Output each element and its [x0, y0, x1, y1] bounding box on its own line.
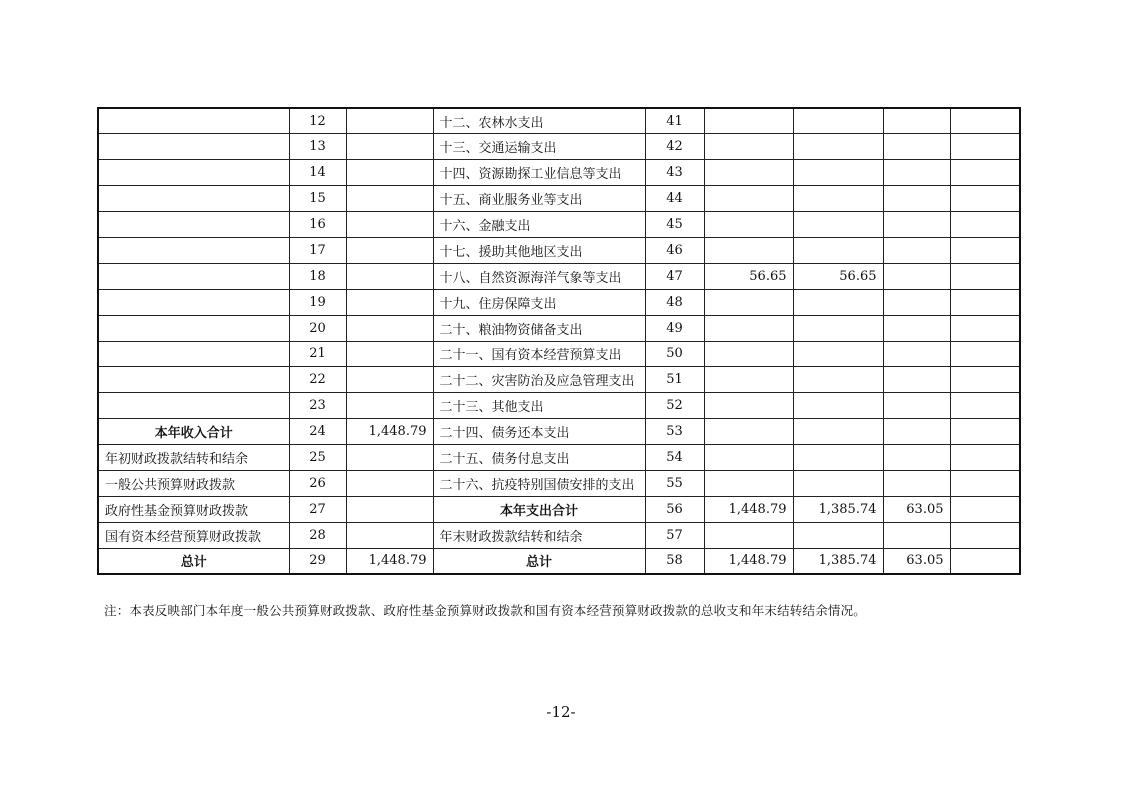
income-line-number-cell: 12	[289, 108, 346, 134]
general-budget-cell: 1,385.74	[793, 548, 883, 574]
income-line-number-cell: 13	[289, 134, 346, 160]
table-row	[98, 134, 1020, 160]
expense-item-cell: 二十六、抗疫特别国债安排的支出	[433, 470, 645, 496]
gov-fund-cell	[883, 134, 950, 160]
income-amount-cell	[346, 212, 433, 238]
state-capital-cell	[950, 212, 1020, 238]
state-capital-cell	[950, 470, 1020, 496]
general-budget-cell: 1,385.74	[793, 496, 883, 522]
income-amount-cell	[346, 186, 433, 212]
expense-line-number-cell: 57	[645, 522, 704, 548]
income-line-number-cell: 16	[289, 212, 346, 238]
state-capital-cell	[950, 496, 1020, 522]
gov-fund-cell: 63.05	[883, 548, 950, 574]
gov-fund-cell	[883, 419, 950, 445]
income-item-cell	[98, 289, 289, 315]
general-budget-cell	[793, 186, 883, 212]
expense-total-cell	[704, 212, 793, 238]
table-row	[98, 445, 1020, 471]
general-budget-cell	[793, 134, 883, 160]
state-capital-cell	[950, 393, 1020, 419]
gov-fund-cell	[883, 470, 950, 496]
expense-line-number-cell: 48	[645, 289, 704, 315]
expense-line-number-cell: 47	[645, 263, 704, 289]
state-capital-cell	[950, 186, 1020, 212]
expense-total-cell	[704, 445, 793, 471]
general-budget-cell	[793, 237, 883, 263]
income-item-cell: 国有资本经营预算财政拨款	[98, 522, 289, 548]
income-item-cell	[98, 108, 289, 134]
table-row	[98, 237, 1020, 263]
expense-line-number-cell: 42	[645, 134, 704, 160]
gov-fund-cell	[883, 108, 950, 134]
general-budget-cell	[793, 212, 883, 238]
table-row	[98, 263, 1020, 289]
general-budget-cell	[793, 289, 883, 315]
expense-line-number-cell: 50	[645, 341, 704, 367]
general-budget-cell	[793, 367, 883, 393]
income-item-cell: 年初财政拨款结转和结余	[98, 445, 289, 471]
general-budget-cell	[793, 160, 883, 186]
income-item-cell	[98, 367, 289, 393]
table-row	[98, 315, 1020, 341]
expense-line-number-cell: 44	[645, 186, 704, 212]
table-row	[98, 186, 1020, 212]
general-budget-cell	[793, 341, 883, 367]
expense-item-cell: 十五、商业服务业等支出	[433, 186, 645, 212]
expense-line-number-cell: 52	[645, 393, 704, 419]
income-amount-cell	[346, 160, 433, 186]
table-row	[98, 496, 1020, 522]
income-item-cell	[98, 134, 289, 160]
expense-item-cell: 二十四、债务还本支出	[433, 419, 645, 445]
table-row	[98, 289, 1020, 315]
income-line-number-cell: 23	[289, 393, 346, 419]
expense-total-cell	[704, 160, 793, 186]
income-item-cell: 政府性基金预算财政拨款	[98, 496, 289, 522]
expense-item-cell: 二十二、灾害防治及应急管理支出	[433, 367, 645, 393]
gov-fund-cell	[883, 237, 950, 263]
general-budget-cell	[793, 315, 883, 341]
gov-fund-cell	[883, 315, 950, 341]
page-number: -12-	[546, 703, 576, 721]
general-budget-cell	[793, 393, 883, 419]
income-amount-cell	[346, 263, 433, 289]
state-capital-cell	[950, 160, 1020, 186]
state-capital-cell	[950, 419, 1020, 445]
expense-line-number-cell: 51	[645, 367, 704, 393]
general-budget-cell: 56.65	[793, 263, 883, 289]
expense-line-number-cell: 53	[645, 419, 704, 445]
gov-fund-cell	[883, 186, 950, 212]
expense-total-cell	[704, 134, 793, 160]
general-budget-cell	[793, 470, 883, 496]
income-item-cell	[98, 160, 289, 186]
gov-fund-cell	[883, 445, 950, 471]
income-item-cell	[98, 315, 289, 341]
income-line-number-cell: 25	[289, 445, 346, 471]
income-item-cell: 总计	[98, 548, 289, 574]
gov-fund-cell: 63.05	[883, 496, 950, 522]
expense-total-cell	[704, 237, 793, 263]
state-capital-cell	[950, 134, 1020, 160]
state-capital-cell	[950, 263, 1020, 289]
expense-line-number-cell: 45	[645, 212, 704, 238]
table-row	[98, 108, 1020, 134]
income-line-number-cell: 21	[289, 341, 346, 367]
table-row	[98, 419, 1020, 445]
expense-item-cell: 年末财政拨款结转和结余	[433, 522, 645, 548]
income-amount-cell	[346, 445, 433, 471]
state-capital-cell	[950, 108, 1020, 134]
expense-total-cell	[704, 341, 793, 367]
expense-item-cell: 二十三、其他支出	[433, 393, 645, 419]
expense-line-number-cell: 55	[645, 470, 704, 496]
income-item-cell: 一般公共预算财政拨款	[98, 470, 289, 496]
expense-line-number-cell: 54	[645, 445, 704, 471]
expense-total-cell: 1,448.79	[704, 548, 793, 574]
income-item-cell	[98, 341, 289, 367]
income-line-number-cell: 18	[289, 263, 346, 289]
expense-item-cell: 十六、金融支出	[433, 212, 645, 238]
income-amount-cell	[346, 315, 433, 341]
gov-fund-cell	[883, 212, 950, 238]
gov-fund-cell	[883, 393, 950, 419]
expense-total-cell: 1,448.79	[704, 496, 793, 522]
gov-fund-cell	[883, 341, 950, 367]
expense-line-number-cell: 49	[645, 315, 704, 341]
expense-line-number-cell: 43	[645, 160, 704, 186]
budget-summary-table	[97, 107, 1021, 575]
expense-total-cell	[704, 419, 793, 445]
expense-total-cell	[704, 108, 793, 134]
expense-total-cell	[704, 393, 793, 419]
state-capital-cell	[950, 237, 1020, 263]
expense-total-cell: 56.65	[704, 263, 793, 289]
expense-item-cell: 总计	[433, 548, 645, 574]
expense-item-cell: 二十一、国有资本经营预算支出	[433, 341, 645, 367]
income-amount-cell	[346, 134, 433, 160]
income-line-number-cell: 29	[289, 548, 346, 574]
expense-total-cell	[704, 289, 793, 315]
expense-item-cell: 二十五、债务付息支出	[433, 445, 645, 471]
gov-fund-cell	[883, 289, 950, 315]
expense-item-cell: 二十、粮油物资储备支出	[433, 315, 645, 341]
expense-line-number-cell: 46	[645, 237, 704, 263]
expense-item-cell: 十八、自然资源海洋气象等支出	[433, 263, 645, 289]
table-row	[98, 522, 1020, 548]
income-item-cell	[98, 186, 289, 212]
state-capital-cell	[950, 315, 1020, 341]
table-footnote: 注：本表反映部门本年度一般公共预算财政拨款、政府性基金预算财政拨款和国有资本经营预算财政拨款的总收支和年末结转结余情况。	[104, 603, 867, 618]
expense-total-cell	[704, 522, 793, 548]
income-item-cell	[98, 237, 289, 263]
income-line-number-cell: 28	[289, 522, 346, 548]
income-amount-cell	[346, 108, 433, 134]
gov-fund-cell	[883, 263, 950, 289]
expense-item-cell: 十四、资源勘探工业信息等支出	[433, 160, 645, 186]
state-capital-cell	[950, 289, 1020, 315]
income-amount-cell	[346, 522, 433, 548]
table-row	[98, 470, 1020, 496]
income-amount-cell	[346, 496, 433, 522]
table-row	[98, 160, 1020, 186]
expense-item-cell: 十二、农林水支出	[433, 108, 645, 134]
income-amount-cell	[346, 289, 433, 315]
income-item-cell: 本年收入合计	[98, 419, 289, 445]
income-line-number-cell: 19	[289, 289, 346, 315]
expense-item-cell: 十七、援助其他地区支出	[433, 237, 645, 263]
state-capital-cell	[950, 341, 1020, 367]
income-line-number-cell: 15	[289, 186, 346, 212]
state-capital-cell	[950, 522, 1020, 548]
income-amount-cell	[346, 470, 433, 496]
expense-total-cell	[704, 315, 793, 341]
income-amount-cell	[346, 237, 433, 263]
expense-item-cell: 十九、住房保障支出	[433, 289, 645, 315]
income-amount-cell: 1,448.79	[346, 419, 433, 445]
income-line-number-cell: 20	[289, 315, 346, 341]
expense-total-cell	[704, 186, 793, 212]
table-row	[98, 367, 1020, 393]
expense-item-cell: 十三、交通运输支出	[433, 134, 645, 160]
expense-item-cell: 本年支出合计	[433, 496, 645, 522]
income-line-number-cell: 27	[289, 496, 346, 522]
state-capital-cell	[950, 445, 1020, 471]
income-line-number-cell: 22	[289, 367, 346, 393]
income-item-cell	[98, 263, 289, 289]
general-budget-cell	[793, 522, 883, 548]
gov-fund-cell	[883, 160, 950, 186]
income-amount-cell	[346, 341, 433, 367]
gov-fund-cell	[883, 367, 950, 393]
income-amount-cell	[346, 393, 433, 419]
table-row	[98, 393, 1020, 419]
general-budget-cell	[793, 108, 883, 134]
expense-total-cell	[704, 470, 793, 496]
income-item-cell	[98, 212, 289, 238]
general-budget-cell	[793, 445, 883, 471]
table-body	[98, 108, 1020, 574]
income-item-cell	[98, 393, 289, 419]
table-row	[98, 341, 1020, 367]
income-line-number-cell: 17	[289, 237, 346, 263]
table-row	[98, 212, 1020, 238]
state-capital-cell	[950, 367, 1020, 393]
expense-total-cell	[704, 367, 793, 393]
expense-line-number-cell: 56	[645, 496, 704, 522]
income-line-number-cell: 26	[289, 470, 346, 496]
income-amount-cell	[346, 367, 433, 393]
expense-line-number-cell: 41	[645, 108, 704, 134]
expense-line-number-cell: 58	[645, 548, 704, 574]
table-row	[98, 548, 1020, 574]
general-budget-cell	[793, 419, 883, 445]
income-line-number-cell: 14	[289, 160, 346, 186]
income-line-number-cell: 24	[289, 419, 346, 445]
state-capital-cell	[950, 548, 1020, 574]
income-amount-cell: 1,448.79	[346, 548, 433, 574]
gov-fund-cell	[883, 522, 950, 548]
